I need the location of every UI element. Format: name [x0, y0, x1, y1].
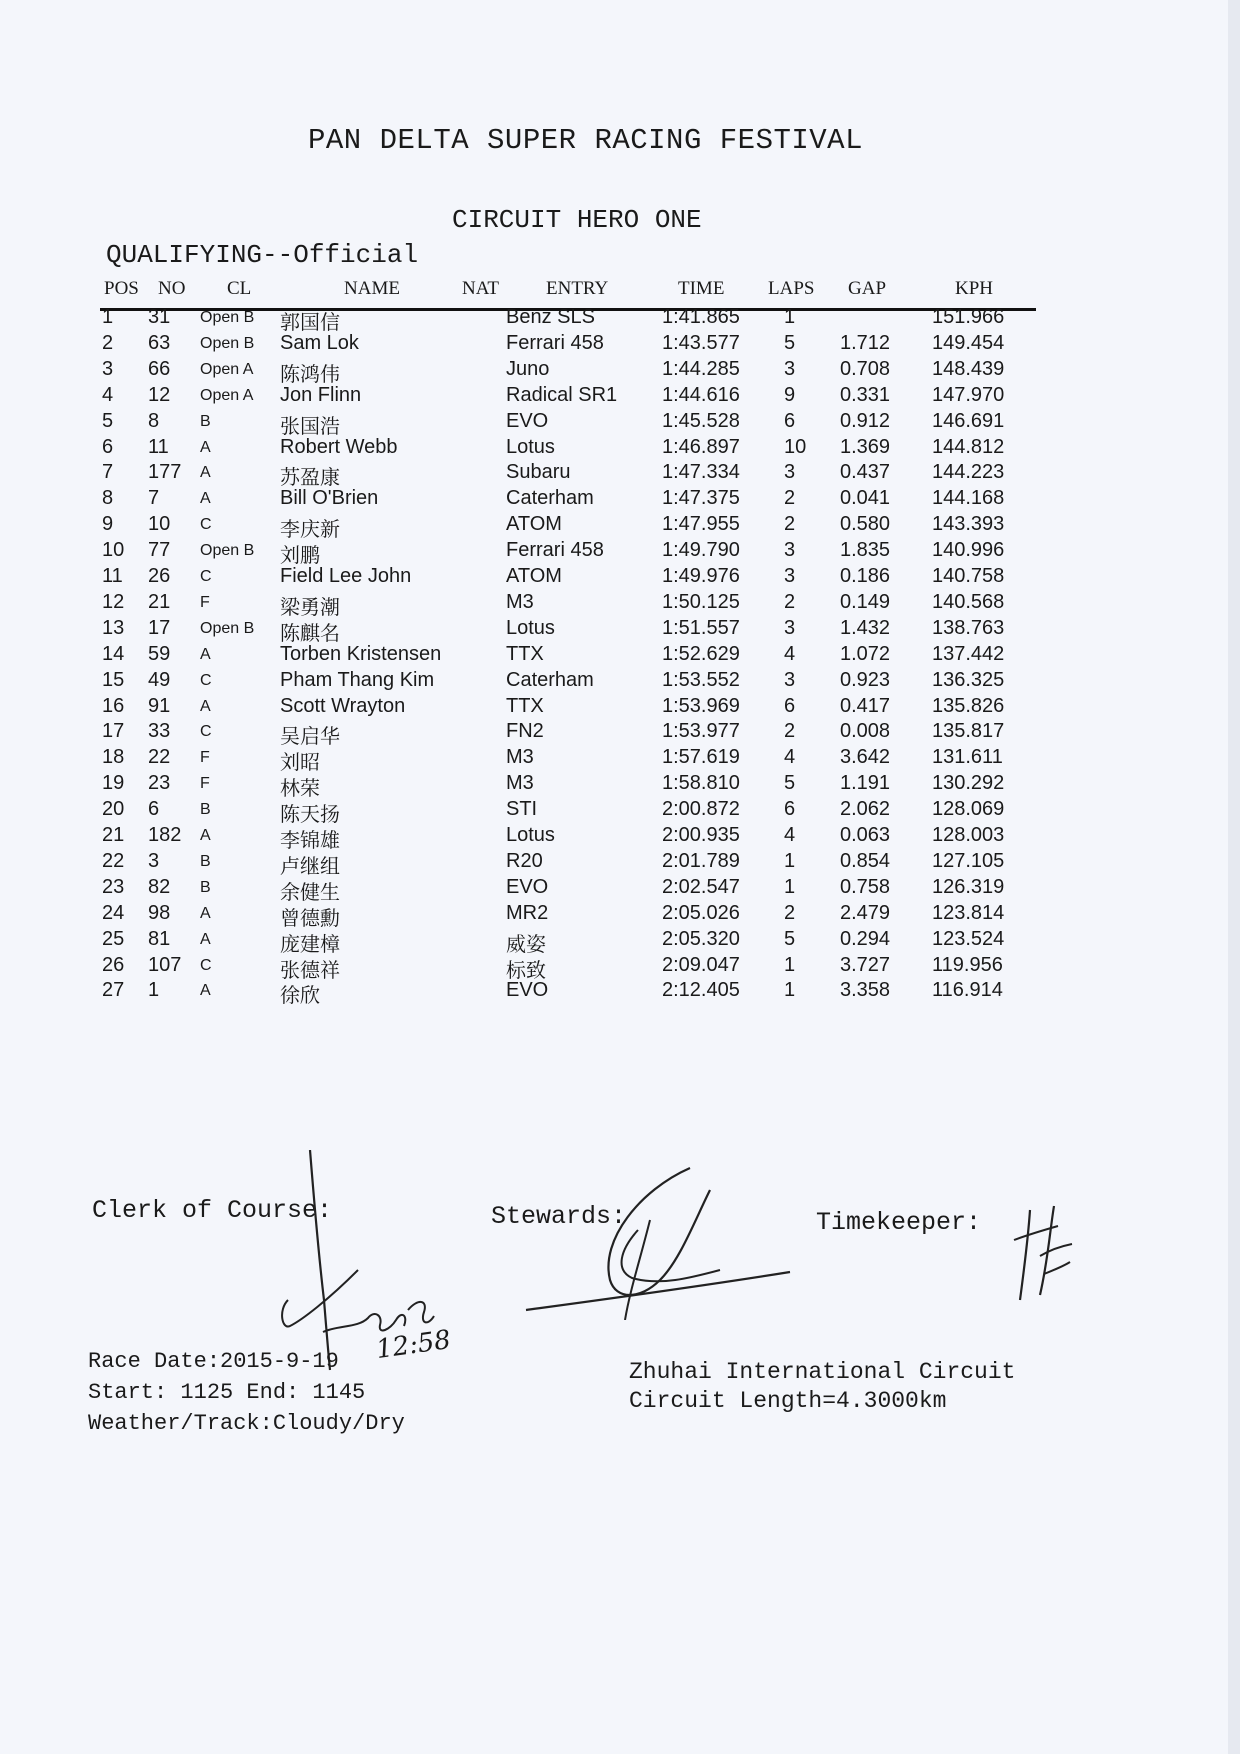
timekeeper-signature [1010, 1200, 1080, 1310]
cell-cl: Open B [200, 309, 255, 326]
cell-laps: 3 [784, 539, 796, 562]
cell-entry: EVO [506, 979, 549, 1002]
cell-name: 郭国信 [280, 312, 340, 334]
cell-name: Jon Flinn [280, 383, 362, 406]
cell-pos: 1 [102, 306, 114, 328]
cell-entry: Radical SR1 [506, 383, 618, 406]
cell-gap: 1.369 [840, 435, 891, 458]
table-row [0, 358, 1240, 384]
cell-kph: 144.168 [932, 487, 1005, 510]
cell-time: 1:47.334 [662, 461, 740, 484]
cell-time: 1:47.955 [662, 513, 740, 536]
header-kph: KPH [955, 278, 994, 299]
table-row [0, 617, 1240, 643]
cell-name: 李庆新 [280, 519, 340, 542]
cell-gap: 0.186 [840, 565, 891, 587]
table-row [0, 591, 1240, 617]
header-entry: ENTRY [546, 278, 609, 299]
cell-laps: 1 [784, 875, 796, 898]
cell-time: 2:02.547 [662, 875, 740, 898]
table-row [0, 928, 1240, 954]
cell-cl: A [200, 645, 211, 663]
cell-laps: 5 [784, 331, 796, 354]
cell-pos: 9 [102, 513, 114, 536]
header-no: NO [158, 278, 186, 299]
cell-no: 49 [148, 668, 171, 691]
cell-name: 李锦雄 [280, 830, 340, 852]
cell-name: Sam Lok [280, 331, 359, 354]
header-pos: POS [104, 278, 139, 299]
cell-laps: 1 [784, 953, 796, 976]
cell-gap: 0.063 [840, 824, 891, 846]
cell-laps: 3 [784, 461, 796, 484]
cell-pos: 22 [102, 849, 125, 872]
cell-time: 1:53.969 [662, 694, 740, 717]
cell-time: 1:47.375 [662, 487, 740, 510]
cell-laps: 2 [784, 901, 796, 924]
cell-no: 59 [148, 642, 171, 665]
cell-time: 2:01.789 [662, 849, 740, 872]
cell-pos: 17 [102, 720, 125, 743]
cell-cl: Open A [200, 386, 254, 404]
cell-entry: EVO [506, 875, 549, 898]
header-gap: GAP [848, 278, 887, 299]
cell-laps: 4 [784, 746, 796, 769]
cell-pos: 25 [102, 927, 125, 950]
cell-cl: B [200, 801, 211, 819]
cell-time: 2:09.047 [662, 953, 740, 976]
cell-entry: ATOM [506, 565, 562, 587]
cell-cl: B [200, 878, 211, 896]
cell-kph: 147.970 [932, 383, 1005, 406]
cell-entry: Caterham [506, 668, 594, 691]
cell-gap: 1.432 [840, 616, 891, 639]
table-row [0, 824, 1240, 850]
cell-name: Pham Thang Kim [280, 668, 435, 691]
cell-entry: Lotus [506, 824, 555, 846]
cell-no: 7 [148, 487, 160, 510]
race-date: Race Date:2015-9-19 [88, 1349, 339, 1374]
cell-entry: Ferrari 458 [506, 539, 604, 562]
cell-pos: 20 [102, 798, 125, 821]
cell-no: 10 [148, 513, 171, 536]
cell-entry: MR2 [506, 901, 549, 924]
cell-laps: 1 [784, 306, 796, 328]
cell-laps: 6 [784, 409, 796, 432]
cell-kph: 135.817 [932, 720, 1005, 743]
cell-time: 2:05.320 [662, 927, 740, 950]
cell-no: 31 [148, 306, 171, 328]
cell-time: 2:05.026 [662, 901, 740, 924]
table-row [0, 850, 1240, 876]
cell-no: 26 [148, 565, 171, 587]
cell-pos: 16 [102, 694, 125, 717]
cell-no: 82 [148, 875, 171, 898]
cell-gap: 1.835 [840, 539, 891, 562]
cell-kph: 128.003 [932, 824, 1005, 846]
cell-name: 陈天扬 [280, 804, 340, 827]
cell-laps: 2 [784, 487, 796, 510]
table-row [0, 513, 1240, 542]
cell-kph: 144.223 [932, 461, 1005, 484]
cell-name: 吴启华 [280, 726, 340, 749]
circuit-info [629, 1358, 1015, 1416]
weather-track: Weather/Track:Cloudy/Dry [88, 1411, 405, 1436]
cell-entry: Lotus [506, 435, 555, 458]
cell-cl: C [200, 956, 212, 974]
cell-pos: 3 [102, 357, 114, 380]
cell-pos: 4 [102, 383, 114, 406]
cell-no: 107 [148, 953, 182, 976]
cell-no: 66 [148, 357, 171, 380]
table-row [0, 643, 1240, 669]
table-row [0, 798, 1240, 827]
cell-cl: B [200, 852, 211, 870]
cell-no: 23 [148, 772, 171, 795]
start-end-times: Start: 1125 End: 1145 [88, 1380, 366, 1405]
cell-cl: A [200, 464, 211, 482]
cell-pos: 24 [102, 901, 125, 924]
cell-gap: 0.417 [840, 694, 891, 717]
cell-pos: 12 [102, 590, 125, 613]
cell-name: 陈麒名 [280, 622, 340, 645]
cell-laps: 5 [784, 772, 796, 795]
table-row [0, 876, 1240, 902]
cell-cl: A [200, 827, 211, 844]
cell-entry: Lotus [506, 616, 555, 639]
cell-no: 1 [148, 979, 160, 1002]
cell-pos: 7 [102, 461, 114, 484]
table-row [0, 695, 1240, 721]
table-row [0, 461, 1240, 490]
cell-cl: Open B [200, 334, 255, 352]
cell-name: Torben Kristensen [280, 642, 442, 665]
cell-cl: Open B [200, 619, 255, 637]
cell-cl: F [200, 593, 210, 611]
cell-name: 刘昭 [280, 752, 320, 775]
cell-kph: 119.956 [932, 953, 1003, 976]
cell-laps: 3 [784, 668, 796, 691]
cell-cl: A [200, 982, 211, 1000]
cell-time: 1:46.897 [662, 435, 740, 458]
cell-laps: 5 [784, 927, 796, 950]
cell-cl: Open A [200, 360, 254, 378]
header-nat: NAT [462, 278, 499, 299]
cell-pos: 26 [102, 953, 125, 976]
cell-no: 17 [148, 616, 171, 639]
cell-name: 庞建樟 [280, 933, 340, 956]
header-cl: CL [227, 278, 252, 299]
cell-name: 梁勇潮 [280, 596, 340, 619]
cell-pos: 21 [102, 824, 125, 846]
cell-time: 2:00.935 [662, 824, 740, 846]
cell-no: 177 [148, 461, 182, 484]
cell-name: Scott Wrayton [280, 694, 406, 717]
cell-laps: 1 [784, 979, 796, 1002]
cell-cl: C [200, 671, 212, 689]
cell-laps: 10 [784, 435, 807, 458]
cell-cl: F [200, 775, 210, 793]
cell-time: 1:49.976 [662, 565, 740, 587]
cell-laps: 2 [784, 720, 796, 743]
cell-cl: C [200, 568, 212, 585]
header-time: TIME [678, 278, 725, 299]
cell-entry: R20 [506, 849, 543, 872]
table-row [0, 720, 1240, 749]
circuit-name: Zhuhai International Circuit [629, 1359, 1016, 1385]
cell-laps: 2 [784, 513, 796, 536]
cell-gap: 0.437 [840, 461, 891, 484]
table-row [0, 410, 1240, 436]
cell-time: 2:00.872 [662, 798, 740, 821]
cell-entry: ATOM [506, 513, 562, 536]
table-row [0, 306, 1240, 332]
cell-name: 曾德勳 [280, 907, 340, 930]
cell-entry: Caterham [506, 487, 594, 510]
cell-name: 林荣 [280, 778, 320, 801]
cell-name: 张国浩 [280, 415, 340, 438]
cell-pos: 5 [102, 409, 114, 432]
cell-entry: Juno [506, 357, 550, 380]
cell-no: 6 [148, 798, 160, 821]
cell-entry: TTX [506, 642, 544, 665]
table-row [0, 332, 1240, 358]
cell-kph: 127.105 [932, 849, 1005, 872]
cell-cl: A [200, 930, 211, 948]
cell-name: Robert Webb [280, 435, 398, 458]
table-row [0, 902, 1240, 928]
cell-gap: 0.008 [840, 720, 891, 743]
cell-no: 3 [148, 849, 160, 872]
cell-gap: 2.479 [840, 901, 891, 924]
cell-kph: 144.812 [932, 435, 1005, 458]
cell-no: 21 [148, 590, 171, 613]
cell-pos: 10 [102, 539, 125, 562]
cell-gap: 1.712 [840, 331, 891, 354]
event-title: CIRCUIT HERO ONE [452, 205, 702, 235]
handwritten-time: 12:58 [374, 1324, 453, 1366]
cell-no: 22 [148, 746, 171, 769]
cell-pos: 15 [102, 668, 125, 691]
cell-no: 182 [148, 824, 182, 846]
cell-entry: M3 [506, 746, 534, 769]
cell-time: 1:53.552 [662, 668, 740, 691]
cell-kph: 140.568 [932, 590, 1005, 613]
cell-kph: 149.454 [932, 331, 1005, 354]
cell-kph: 143.393 [932, 513, 1005, 536]
cell-time: 1:41.865 [662, 306, 740, 328]
cell-pos: 18 [102, 746, 125, 769]
cell-time: 2:12.405 [662, 979, 740, 1002]
cell-entry: Ferrari 458 [506, 331, 604, 354]
stewards-label: Stewards: [491, 1202, 627, 1231]
cell-laps: 3 [784, 616, 796, 639]
cell-entry: STI [506, 798, 538, 821]
document-title: PAN DELTA SUPER RACING FESTIVAL [308, 124, 863, 157]
cell-laps: 4 [784, 824, 796, 846]
cell-gap: 3.358 [840, 979, 891, 1002]
cell-entry: TTX [506, 694, 544, 717]
cell-gap: 1.191 [840, 772, 891, 795]
cell-time: 1:58.810 [662, 772, 740, 795]
cell-kph: 140.758 [932, 565, 1005, 587]
cell-no: 98 [148, 901, 171, 924]
cell-pos: 27 [102, 979, 125, 1002]
cell-cl: A [200, 697, 211, 715]
timekeeper-label: Timekeeper: [816, 1208, 982, 1237]
cell-name: Bill O'Brien [280, 487, 379, 510]
cell-time: 1:44.285 [662, 357, 740, 380]
table-row [0, 954, 1240, 980]
cell-laps: 4 [784, 642, 796, 665]
cell-name: 陈鸿伟 [280, 363, 340, 386]
cell-kph: 140.996 [932, 539, 1005, 562]
cell-cl: C [200, 723, 212, 741]
cell-gap: 0.149 [840, 590, 891, 613]
cell-name: 张德祥 [280, 959, 340, 982]
cell-cl: Open B [200, 542, 255, 560]
cell-time: 1:51.557 [662, 616, 740, 639]
cell-laps: 2 [784, 590, 796, 613]
cell-no: 33 [148, 720, 171, 743]
cell-kph: 138.763 [932, 616, 1005, 639]
cell-gap: 3.727 [840, 953, 891, 976]
cell-gap: 0.041 [840, 487, 891, 510]
cell-cl: F [200, 749, 210, 767]
cell-name: 刘鹏 [280, 545, 320, 568]
header-name: NAME [344, 278, 400, 299]
cell-gap: 0.580 [840, 513, 891, 536]
cell-time: 1:45.528 [662, 409, 740, 432]
cell-gap: 0.708 [840, 357, 891, 380]
cell-kph: 130.292 [932, 772, 1005, 795]
cell-no: 12 [148, 383, 171, 406]
table-row [0, 772, 1240, 801]
clerk-of-course-label: Clerk of Course: [92, 1196, 333, 1225]
cell-cl: A [200, 904, 211, 922]
cell-entry: M3 [506, 590, 534, 613]
cell-kph: 151.966 [932, 306, 1005, 328]
cell-time: 1:52.629 [662, 642, 740, 665]
cell-gap: 2.062 [840, 798, 891, 821]
cell-no: 81 [148, 927, 171, 950]
cell-pos: 14 [102, 642, 125, 665]
table-row [0, 539, 1240, 568]
cell-name: 苏盈康 [280, 467, 340, 490]
cell-laps: 3 [784, 565, 796, 587]
cell-laps: 6 [784, 694, 796, 717]
cell-name: 徐欣 [280, 985, 320, 1008]
cell-pos: 11 [102, 565, 123, 587]
cell-kph: 123.524 [932, 927, 1005, 950]
cell-kph: 136.325 [932, 668, 1005, 691]
cell-pos: 23 [102, 875, 125, 898]
cell-entry: FN2 [506, 720, 544, 743]
cell-pos: 6 [102, 435, 114, 458]
cell-no: 8 [148, 409, 160, 432]
cell-gap: 0.912 [840, 409, 891, 432]
cell-cl: A [200, 438, 211, 456]
cell-kph: 137.442 [932, 642, 1005, 665]
cell-pos: 2 [102, 331, 114, 354]
cell-name: 余健生 [280, 881, 340, 904]
cell-entry: M3 [506, 772, 534, 795]
cell-kph: 135.826 [932, 694, 1005, 717]
table-row [0, 979, 1240, 1008]
table-row [0, 487, 1240, 513]
cell-entry: 威姿 [506, 933, 546, 956]
cell-time: 1:43.577 [662, 331, 740, 354]
cell-kph: 131.611 [932, 746, 1003, 769]
cell-gap: 3.642 [840, 746, 891, 769]
cell-no: 91 [148, 694, 171, 717]
cell-entry: Subaru [506, 461, 571, 484]
cell-laps: 6 [784, 798, 796, 821]
cell-pos: 8 [102, 487, 114, 510]
table-row [0, 669, 1240, 695]
cell-gap: 0.294 [840, 927, 891, 950]
cell-gap: 1.072 [840, 642, 891, 665]
cell-time: 1:44.616 [662, 383, 740, 406]
circuit-length: Circuit Length=4.3000km [629, 1388, 947, 1414]
cell-pos: 19 [102, 772, 125, 795]
cell-laps: 3 [784, 357, 796, 380]
cell-laps: 9 [784, 383, 796, 406]
cell-kph: 126.319 [932, 875, 1005, 898]
steward-signature [520, 1160, 800, 1320]
cell-laps: 1 [784, 849, 796, 872]
race-info [88, 1346, 405, 1439]
cell-gap: 0.923 [840, 668, 891, 691]
table-row [0, 746, 1240, 775]
cell-pos: 13 [102, 616, 125, 639]
cell-no: 11 [148, 435, 169, 458]
cell-kph: 146.691 [932, 409, 1005, 432]
table-row [0, 565, 1240, 591]
cell-entry: 标致 [506, 959, 546, 982]
session-title: QUALIFYING--Official [106, 240, 419, 270]
cell-name: Field Lee John [280, 565, 412, 587]
cell-kph: 123.814 [932, 901, 1005, 924]
cell-cl: C [200, 516, 212, 534]
cell-cl: A [200, 490, 211, 508]
cell-gap: 0.854 [840, 849, 891, 872]
cell-time: 1:57.619 [662, 746, 740, 769]
cell-entry: EVO [506, 409, 549, 432]
header-laps: LAPS [768, 278, 815, 299]
cell-no: 77 [148, 539, 171, 562]
cell-cl: B [200, 412, 211, 430]
cell-kph: 148.439 [932, 357, 1005, 380]
table-row [0, 384, 1240, 410]
cell-name: 卢继组 [280, 855, 340, 878]
table-row [0, 436, 1240, 462]
cell-time: 1:53.977 [662, 720, 740, 743]
cell-kph: 128.069 [932, 798, 1005, 821]
cell-no: 63 [148, 331, 171, 354]
cell-gap: 0.331 [840, 383, 891, 406]
cell-time: 1:49.790 [662, 539, 740, 562]
cell-time: 1:50.125 [662, 590, 740, 613]
cell-gap: 0.758 [840, 875, 891, 898]
cell-entry: Benz SLS [506, 306, 595, 328]
cell-kph: 116.914 [932, 979, 1003, 1002]
